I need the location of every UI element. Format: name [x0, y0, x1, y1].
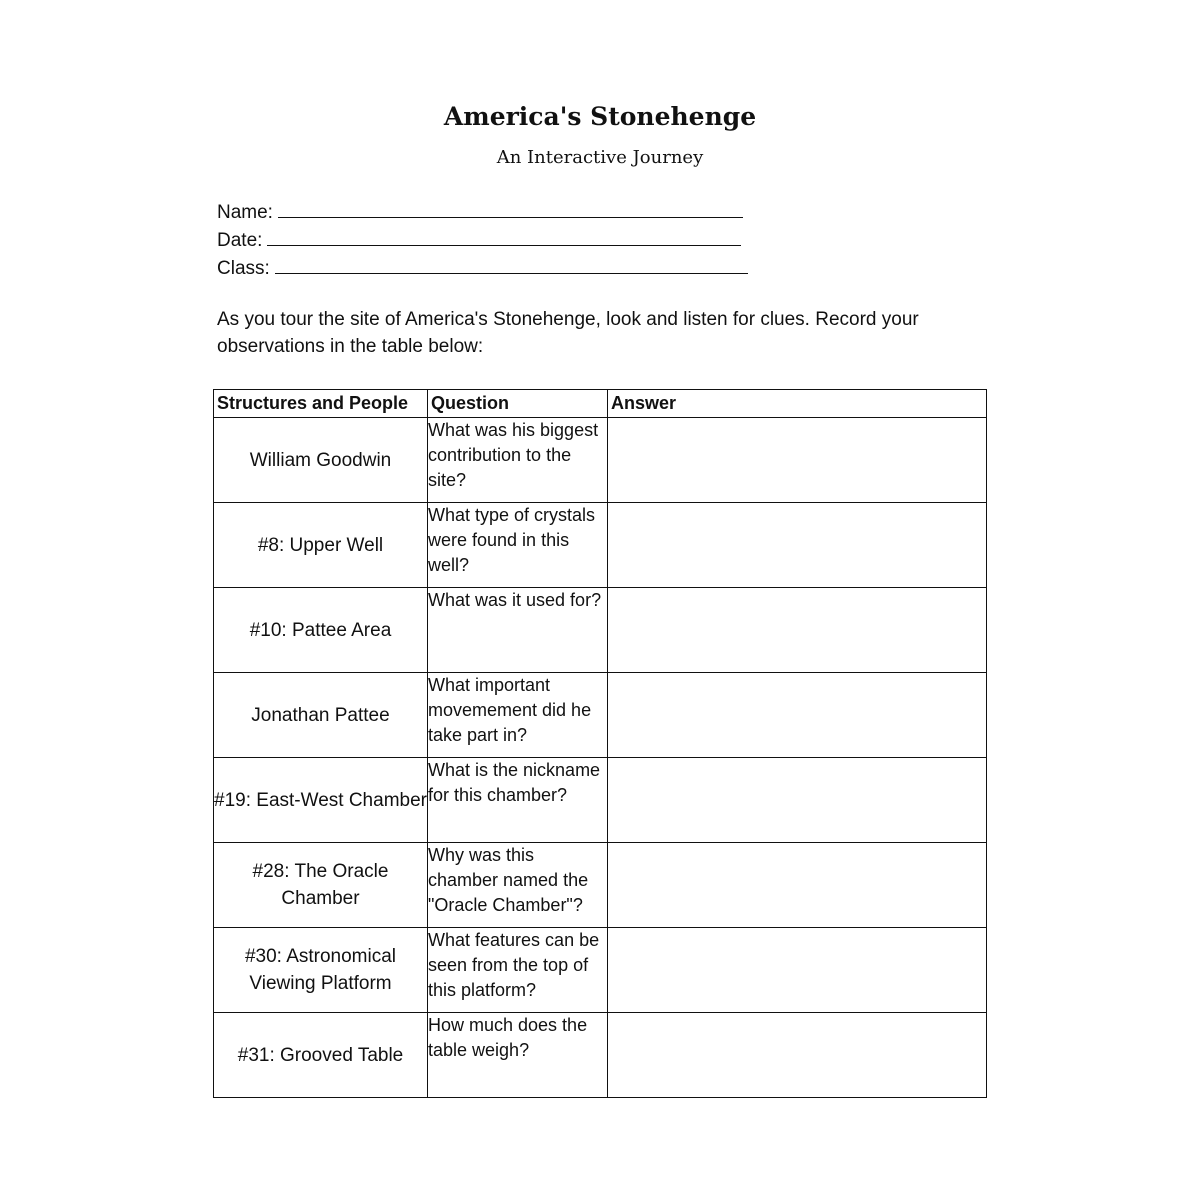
- page-subtitle: An Interactive Journey: [496, 147, 704, 168]
- table-row: [214, 588, 987, 673]
- answer-cell[interactable]: [608, 673, 987, 758]
- name-blank-line[interactable]: [278, 199, 743, 218]
- date-field[interactable]: [217, 227, 748, 255]
- date-label: Date:: [217, 230, 263, 251]
- date-blank-line[interactable]: [267, 227, 741, 246]
- class-field[interactable]: [217, 255, 748, 283]
- structure-cell: #30: Astronomical Viewing Platform: [214, 928, 428, 1013]
- answer-cell[interactable]: [608, 843, 987, 928]
- table-row: [214, 418, 987, 503]
- table-row: [214, 758, 987, 843]
- question-cell: What type of crystals were found in this well?: [428, 503, 608, 588]
- answer-cell[interactable]: [608, 758, 987, 843]
- answer-cell[interactable]: [608, 928, 987, 1013]
- structure-cell: #10: Pattee Area: [214, 588, 428, 673]
- name-label: Name:: [217, 202, 273, 223]
- observation-table: [213, 389, 987, 1098]
- student-info-fields: [217, 199, 748, 283]
- table-row: [214, 503, 987, 588]
- answer-cell[interactable]: [608, 503, 987, 588]
- header-structures: Structures and People: [214, 390, 428, 418]
- table-row: [214, 928, 987, 1013]
- question-cell: What features can be seen from the top of this platform?: [428, 928, 608, 1013]
- structure-cell: William Goodwin: [214, 418, 428, 503]
- question-cell: What important movemement did he take part in?: [428, 673, 608, 758]
- answer-cell[interactable]: [608, 1013, 987, 1098]
- class-label: Class:: [217, 258, 270, 279]
- header-answer: Answer: [608, 390, 987, 418]
- structure-cell: Jonathan Pattee: [214, 673, 428, 758]
- question-cell: Why was this chamber named the "Oracle Chamber"?: [428, 843, 608, 928]
- name-field[interactable]: [217, 199, 748, 227]
- structure-cell: #28: The Oracle Chamber: [214, 843, 428, 928]
- question-cell: What was his biggest contribution to the site?: [428, 418, 608, 503]
- table-row: [214, 1013, 987, 1098]
- class-blank-line[interactable]: [275, 255, 748, 274]
- table-row: [214, 843, 987, 928]
- question-cell: What is the nickname for this chamber?: [428, 758, 608, 843]
- page-title: America's Stonehenge: [443, 102, 757, 131]
- structure-cell: #8: Upper Well: [214, 503, 428, 588]
- instructions-text: As you tour the site of America's Stonehenge, look and listen for clues. Record your observations in the table below:: [217, 309, 919, 357]
- header-question: Question: [428, 390, 608, 418]
- table-header-row: [214, 390, 987, 418]
- answer-cell[interactable]: [608, 588, 987, 673]
- answer-cell[interactable]: [608, 418, 987, 503]
- structure-cell: #31: Grooved Table: [214, 1013, 428, 1098]
- question-cell: What was it used for?: [428, 588, 608, 673]
- structure-cell: #19: East-West Chamber: [214, 758, 428, 843]
- question-cell: How much does the table weigh?: [428, 1013, 608, 1098]
- table-row: [214, 673, 987, 758]
